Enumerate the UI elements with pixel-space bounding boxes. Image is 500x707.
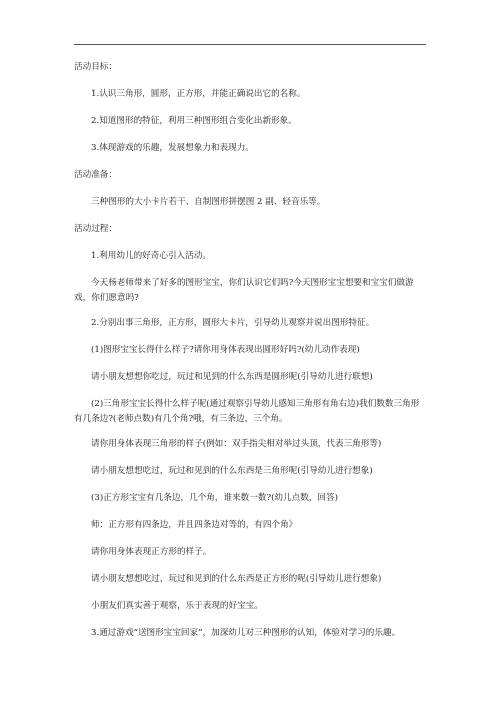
teacher-summary: 师：正方形有四条边，并且四条边对等的，有四个角》 — [91, 520, 298, 530]
square-association: 请小朋友想想吃过，玩过和见到的什么东西是正方形的呢(引导幼儿进行想象) — [91, 574, 382, 584]
circle-question: (1)图形宝宝长得什么样子?请你用身体表现出圆形好吗?(幼儿动作表现) — [91, 345, 360, 355]
header-rule — [74, 44, 426, 45]
praise-line: 小朋友们真实善于观察，乐于表现的好宝宝。 — [91, 601, 263, 611]
section-heading-process: 活动过程： — [74, 224, 117, 234]
preparation-text: 三种图形的大小卡片若干、自制图形拼摆图 2 副、轻音乐等。 — [91, 197, 326, 207]
process-step-3: 3.通过游戏“送图形宝宝回家”，加深幼儿对三种图形的认知，体验对学习的乐趣。 — [91, 628, 401, 638]
square-body-expression: 请你用身体表现正方形的样子。 — [91, 547, 212, 557]
triangle-paragraph: (2)三角形宝宝长得什么样子呢(通过观察引导幼儿感知三角形有角右边)我们数数三角形有几条边?(老师点数)有几个角?哦，有三条边，三个角。 — [74, 399, 420, 424]
triangle-body-expression: 请你用身体表现三角形的样子(例如：双手指尖相对举过头顶，代表三角形等) — [91, 439, 382, 449]
process-step-2: 2.分别出事三角形，正方形，圆形大卡片，引导幼儿观察并说出图形特征。 — [91, 318, 375, 328]
process-intro-paragraph: 今天杨老师带来了好多的图形宝宝，你们认识它们吗?今天图形宝宝想要和宝宝们做游戏，你们愿意吗? — [74, 278, 414, 303]
goal-item-1: 1.认识三角形，圆形，正方形，并能正确说出它的名称。 — [91, 89, 306, 99]
section-heading-goals: 活动目标： — [74, 62, 117, 72]
process-step-1: 1.利用幼儿的好奇心引入活动。 — [91, 251, 211, 261]
circle-association: 请小朋友想想你吃过，玩过和见到的什么东西是圆形呢(引导幼儿进行联想) — [91, 372, 373, 382]
square-question: (3)正方形宝宝有几条边，几个角，谁来数一数?(幼儿点数，回答) — [91, 493, 338, 503]
triangle-association: 请小朋友想想吃过，玩过和见到的什么东西是三角形呢(引导幼儿进行想象) — [91, 466, 373, 476]
goal-item-2: 2.知道图形的特征，利用三种图形组合变化出新形象。 — [91, 116, 297, 126]
goal-item-3: 3.体现游戏的乐趣，发展想象力和表现力。 — [91, 143, 254, 153]
section-heading-preparation: 活动准备： — [74, 170, 117, 180]
